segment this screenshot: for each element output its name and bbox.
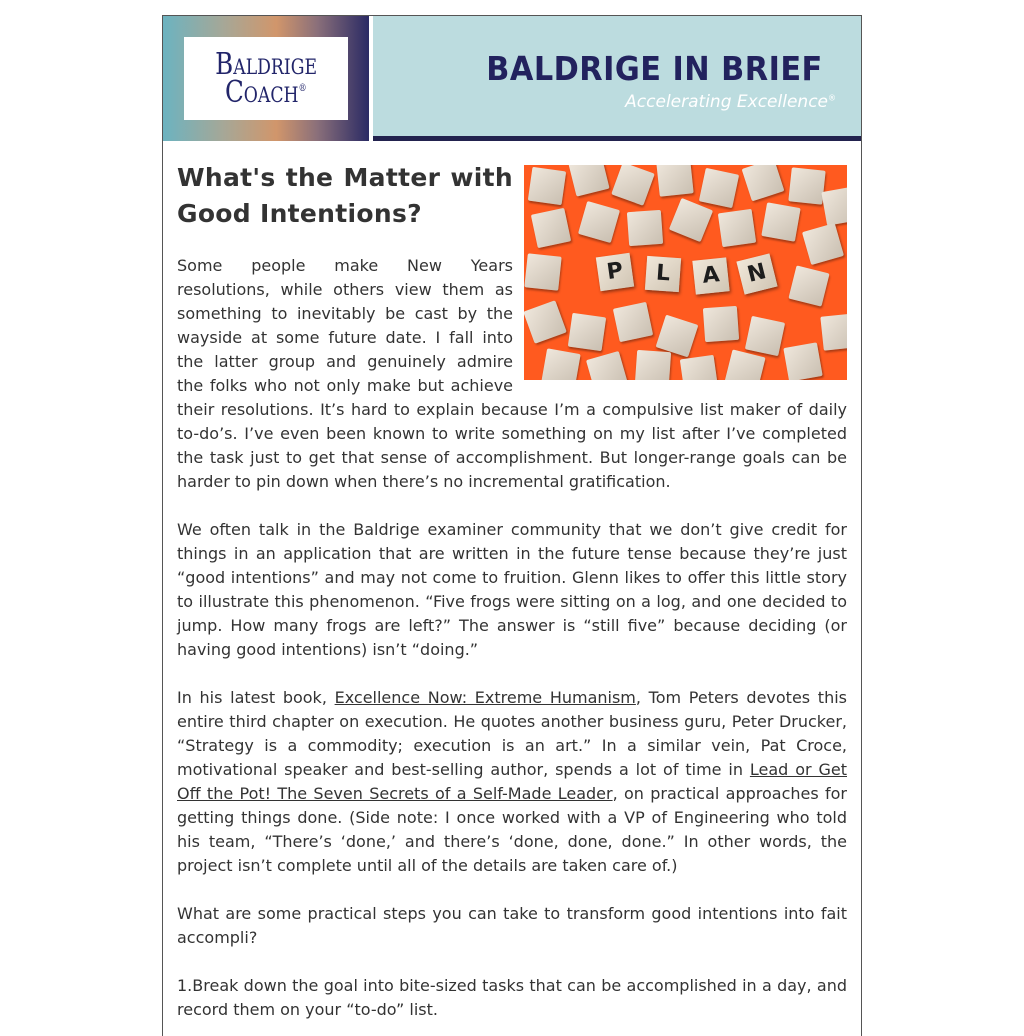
logo-text-line1: Baldrige (215, 46, 317, 82)
plan-tile-n: N (736, 253, 777, 294)
paragraph-1: Some people make New Years resolutions, while others view them as something to inevitably be cast by the wayside at some future date. I fall into the latter group and genuinely admire the folks who not only make but achieve their resolutions. It’s hard to explain because I’m a compulsive list maker of daily to-do’s. I’ve even been known to write something on my list after I’ve completed the task just to get that sense of accomplishment. But longer-range goals can be harder to pin down when there’s no incremental gratification. (177, 256, 847, 491)
list-item-1: 1.Break down the goal into bite-sized tasks that can be accomplished in a day, and record them on your “to-do” list. (177, 976, 847, 1019)
article-title: What's the Matter with Good Intentions? (177, 163, 513, 228)
masthead-title: BALDRIGE IN BRIEF (486, 49, 823, 88)
paragraph-4: What are some practical steps you can take to transform good intentions into fait accompli? (177, 904, 847, 947)
newsletter-page (162, 15, 862, 1036)
logo-text-line2 (225, 74, 307, 110)
masthead-underline-bar (373, 136, 861, 141)
paragraph-3 (177, 686, 847, 878)
newsletter-header (163, 16, 861, 141)
logo-registered-mark: ® (298, 82, 307, 94)
tagline-text: Accelerating Excellence (625, 92, 828, 112)
logo-panel (163, 16, 369, 141)
plan-tile-p: P (596, 253, 634, 291)
masthead-tagline (625, 92, 836, 112)
paragraph-3-text-a: In his latest book, (177, 688, 335, 707)
masthead-panel (373, 16, 861, 136)
article-body (177, 160, 847, 1036)
plan-tile-l: L (645, 256, 681, 292)
plan-tile-a: A (692, 257, 729, 294)
paragraph-3-text-b: , Tom Peters devotes this entire third chapter on execution. He quotes another business guru, Peter Drucker, “Strategy is a commodity; execution is an art.” In a similar vein, Pat Croce, motivational speaker and best-selling author, spends a lot of time in (177, 688, 848, 779)
paragraph-3-text-c: , on practical approaches for getting things done. (Side note: I once worked with a VP of Engineering who told his team, “There’s ‘done,’ and there’s ‘done, done, done.” In other words, the project isn’t complete until all of the details are taken care of.) (177, 784, 848, 875)
scrabble-tiles-plan-image (524, 165, 847, 380)
paragraph-2: We often talk in the Baldrige examiner community that we don’t give credit for things in an application that are written in the future tense because they’re just “good intentions” and may not come to fruition. Glenn likes to offer this little story to illustrate this phenomenon. “Five frogs were sitting on a log, and one decided to jump. How many frogs are left?” The answer is “still five” because deciding (or having good intentions) isn’t “doing.” (177, 520, 847, 659)
excellence-now-book-link[interactable]: Excellence Now: Extreme Humanism (334, 688, 636, 707)
lead-or-get-off-the-pot-book-link[interactable]: Lead or Get Off the Pot! The Seven Secrets of a Self-Made Leader (177, 760, 847, 803)
tagline-registered-mark: ® (828, 93, 836, 103)
baldrige-coach-logo[interactable] (184, 37, 348, 120)
logo-text-coach: Coach (225, 74, 299, 110)
